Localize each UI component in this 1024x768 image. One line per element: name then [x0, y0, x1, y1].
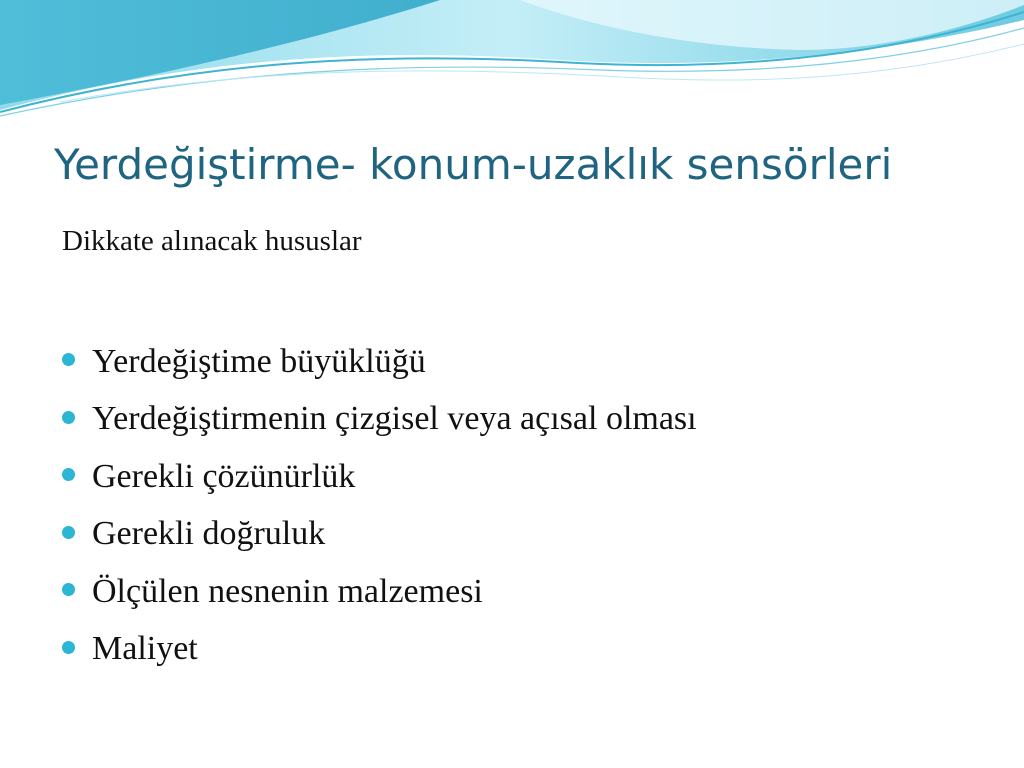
bullet-item — [62, 391, 697, 449]
bullet-dot-icon — [62, 641, 75, 654]
bullet-dot-icon — [62, 526, 75, 539]
bullet-text: Yerdeğiştirmenin çizgisel veya açısal olması — [92, 400, 697, 438]
bullet-item — [62, 563, 697, 621]
bullet-text: Gerekli çözünürlük — [92, 457, 356, 495]
bullet-list — [62, 333, 697, 678]
bullet-text: Ölçülen nesnenin malzemesi — [92, 572, 483, 610]
bullet-item — [62, 621, 697, 679]
bullet-item — [62, 333, 697, 391]
bullet-dot-icon — [62, 468, 75, 481]
bullet-dot-icon — [62, 353, 75, 366]
bullet-item — [62, 506, 697, 564]
bullet-item — [62, 448, 697, 506]
bullet-text: Yerdeğiştime büyüklüğü — [92, 342, 426, 380]
bullet-text: Gerekli doğruluk — [92, 515, 326, 553]
bullet-dot-icon — [62, 583, 75, 596]
top-wave-decoration — [0, 0, 1024, 120]
bullet-text: Maliyet — [92, 630, 198, 668]
subtitle: Dikkate alınacak hususlar — [62, 225, 362, 257]
slide-title: Yerdeğiştirme- konum-uzaklık sensörleri — [54, 140, 893, 189]
bullet-dot-icon — [62, 411, 75, 424]
